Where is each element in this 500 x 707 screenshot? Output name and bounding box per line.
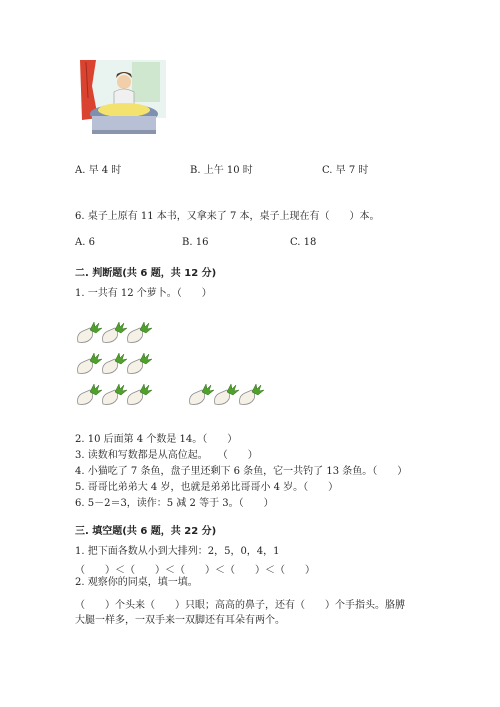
clock-illustration — [78, 58, 172, 138]
judge-q5: 5. 哥哥比弟弟大 4 岁，也就是弟弟比哥哥小 4 岁。（ ） — [75, 482, 339, 493]
section2-title: 二. 判断题(共 6 题，共 12 分) — [75, 268, 217, 279]
q6-option-a[interactable]: A. 6 — [75, 237, 95, 248]
q5-option-c[interactable]: C. 早 7 时 — [322, 165, 369, 176]
judge-q4: 4. 小猫吃了 7 条鱼，盘子里还剩下 6 条鱼，它一共钓了 13 条鱼。（ ） — [75, 466, 408, 477]
judge-q2: 2. 10 后面第 4 个数是 14。（ ） — [75, 434, 238, 445]
section3-title: 三. 填空题(共 6 题，共 22 分) — [75, 526, 217, 537]
q5-option-a[interactable]: A. 早 4 时 — [75, 165, 122, 176]
q5-option-b[interactable]: B. 上午 10 时 — [190, 165, 253, 176]
q6-option-b[interactable]: B. 16 — [182, 237, 209, 248]
judge-q3: 3. 读数和写数都是从高位起。 （ ） — [75, 450, 258, 461]
radish-group — [74, 318, 274, 414]
fill-q2-line1[interactable]: （ ）个头来（ ）只眼；高高的鼻子，还有（ ）个手指头。胳膊 — [75, 600, 405, 611]
fill-q1: 1. 把下面各数从小到大排列：2，5，0，4，1 — [75, 546, 280, 557]
q6-option-c[interactable]: C. 18 — [290, 237, 317, 248]
fill-q2-line2: 大腿一样多，一双手来一双脚还有耳朵有两个。 — [75, 615, 285, 626]
q6-stem: 6. 桌子上原有 11 本书，又拿来了 7 本，桌子上现在有（ ）本。 — [75, 211, 380, 222]
judge-q6: 6. 5－2＝3，读作：5 减 2 等于 3。（ ） — [75, 498, 274, 509]
judge-q1: 1. 一共有 12 个萝卜。（ ） — [75, 288, 212, 299]
fill-q1-blanks[interactable]: （ ）＜（ ）＜（ ）＜（ ）＜（ ） — [75, 565, 315, 576]
fill-q2: 2. 观察你的同桌，填一填。 — [75, 577, 198, 588]
